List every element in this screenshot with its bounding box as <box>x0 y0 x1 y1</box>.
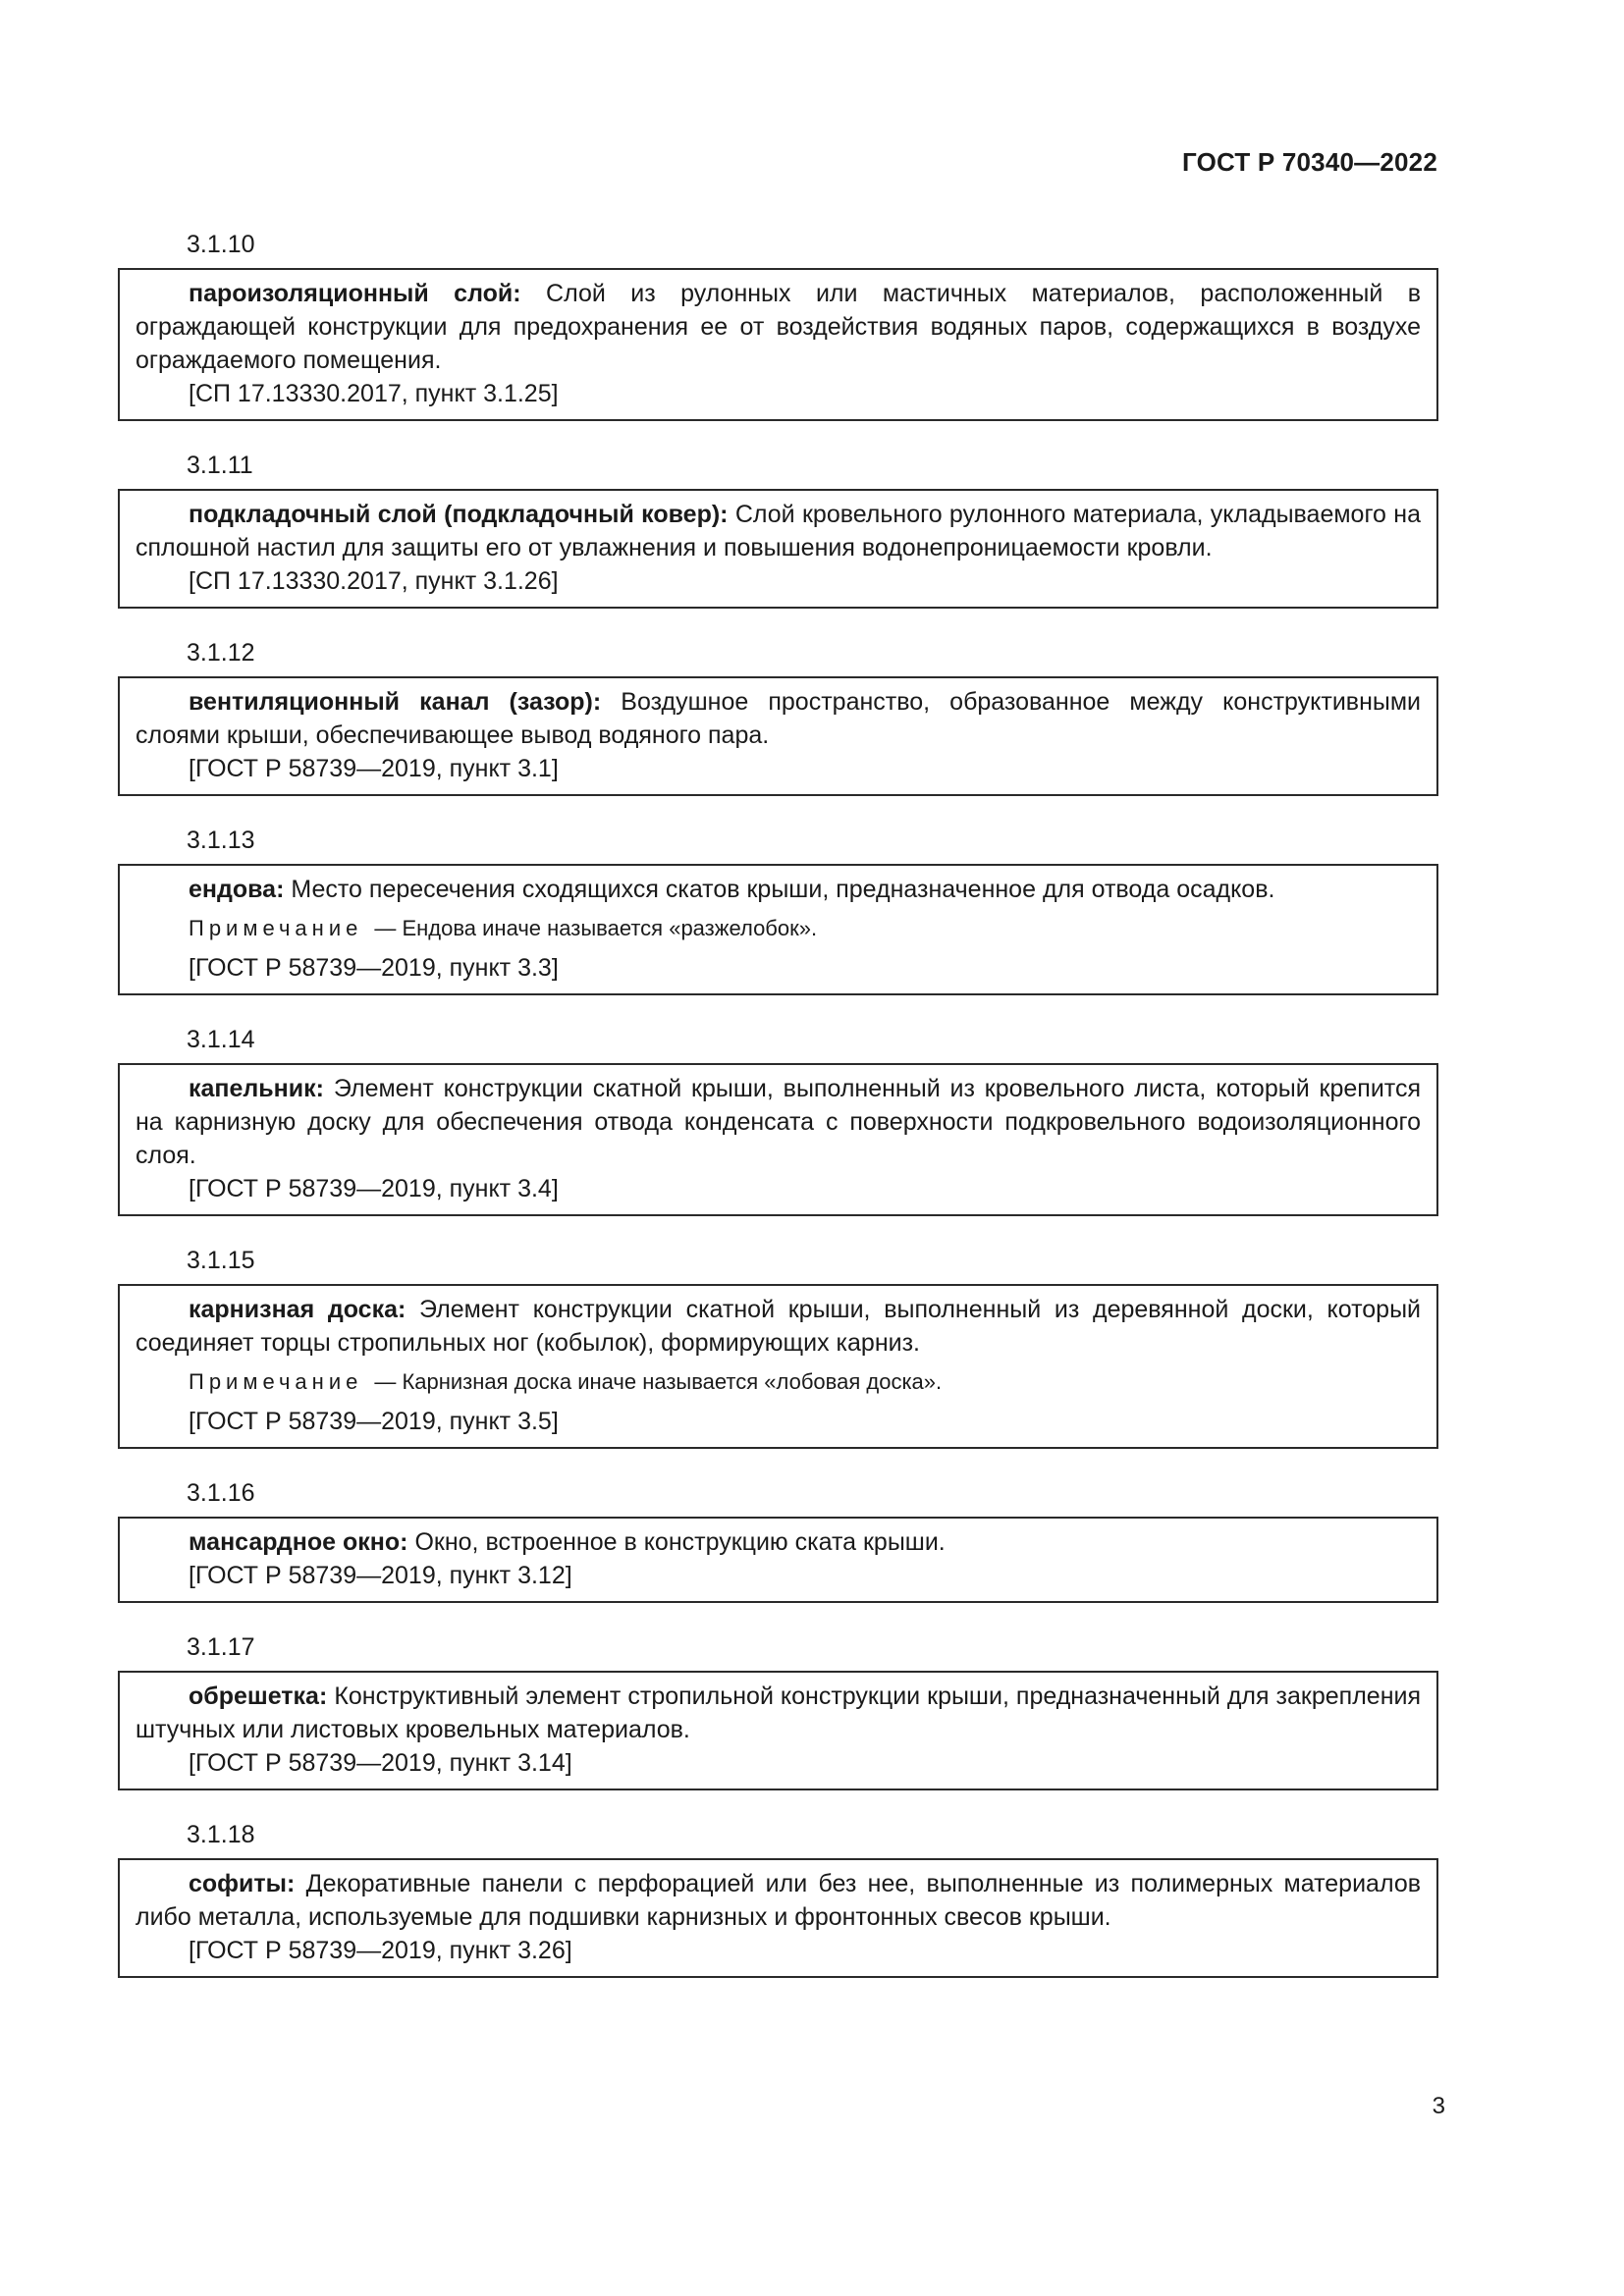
definition-box <box>118 1517 1438 1603</box>
definition-paragraph <box>135 685 1421 752</box>
definition-box <box>118 864 1438 995</box>
term-entry <box>118 1818 1438 1978</box>
definition-paragraph <box>135 1680 1421 1746</box>
definition-text: Декоративные панели с перфорацией или без нее, выполненные из полимерных материалов либо металла, используемые для подшивки карнизных и фронтонных свесов крыши. <box>135 1870 1422 1931</box>
entry-number: 3.1.10 <box>187 231 255 258</box>
note <box>135 912 1421 945</box>
term: карнизная доска: <box>189 1296 406 1323</box>
entry-number: 3.1.13 <box>187 827 255 854</box>
definition-paragraph <box>135 277 1421 377</box>
definition-text: Конструктивный элемент стропильной конструкции крыши, предназначенный для закрепления штучных или листовых кровельных материалов. <box>135 1682 1421 1743</box>
note-text: — Карнизная доска иначе называется «лобовая доска». <box>374 1369 943 1394</box>
term-entry <box>118 824 1438 995</box>
definition-box <box>118 1858 1438 1978</box>
definition-box <box>118 1671 1438 1790</box>
definition-paragraph <box>135 1293 1421 1360</box>
source-reference: [ГОСТ Р 58739—2019, пункт 3.12] <box>189 1562 572 1589</box>
definition-text: Слой кровельного рулонного материала, укладываемого на сплошной настил для защиты его от увлажнения и повышения водонепроницаемости кровли. <box>135 501 1421 561</box>
definition-paragraph <box>135 1525 1421 1559</box>
source-reference: [СП 17.13330.2017, пункт 3.1.25] <box>189 380 559 407</box>
note-text: — Ендова иначе называется «разжелобок». <box>374 916 818 940</box>
term: пароизоляционный слой: <box>189 280 521 307</box>
term: ендова: <box>189 876 285 903</box>
definition-text: Элемент конструкции скатной крыши, выполненный из деревянной доски, который соединяет торцы стропильных ног (кобылок), формирующих карниз. <box>135 1296 1422 1357</box>
note-label: Примечание <box>189 1369 363 1394</box>
definition-paragraph <box>135 873 1421 906</box>
definition-text: Элемент конструкции скатной крыши, выполненный из кровельного листа, который крепится на карнизную доску для обеспечения отвода конденсата с поверхности подкровельного водоизоляционного слоя. <box>135 1075 1421 1169</box>
term-entry <box>118 1244 1438 1449</box>
source-reference: [ГОСТ Р 58739—2019, пункт 3.26] <box>189 1937 572 1964</box>
term-entry <box>118 1023 1438 1216</box>
terms-list <box>118 228 1438 2005</box>
definition-box <box>118 268 1438 421</box>
term: мансардное окно: <box>189 1528 408 1556</box>
page-number: 3 <box>1432 2093 1445 2119</box>
entry-number: 3.1.11 <box>187 452 253 479</box>
definition-text: Окно, встроенное в конструкцию ската крыши. <box>414 1528 946 1556</box>
entry-number: 3.1.14 <box>187 1026 255 1053</box>
document-header: ГОСТ Р 70340—2022 <box>1182 147 1437 177</box>
note <box>135 1365 1421 1399</box>
term: вентиляционный канал (зазор): <box>189 688 602 716</box>
definition-paragraph <box>135 1867 1421 1934</box>
term-entry <box>118 636 1438 796</box>
term-entry <box>118 449 1438 609</box>
definition-text: Место пересечения сходящихся скатов крыши, предназначенное для отвода осадков. <box>291 876 1275 903</box>
entry-number: 3.1.17 <box>187 1633 255 1661</box>
term: обрешетка: <box>189 1682 328 1710</box>
entry-number: 3.1.15 <box>187 1247 255 1274</box>
source-reference: [ГОСТ Р 58739—2019, пункт 3.14] <box>189 1749 572 1777</box>
entry-number: 3.1.18 <box>187 1821 255 1848</box>
source-reference: [ГОСТ Р 58739—2019, пункт 3.1] <box>189 755 559 782</box>
term: софиты: <box>189 1870 296 1897</box>
term-entry <box>118 1476 1438 1603</box>
source-reference: [ГОСТ Р 58739—2019, пункт 3.5] <box>189 1408 559 1435</box>
source-reference: [ГОСТ Р 58739—2019, пункт 3.3] <box>189 954 559 982</box>
definition-box <box>118 489 1438 609</box>
definition-box <box>118 1284 1438 1449</box>
definition-box <box>118 676 1438 796</box>
entry-number: 3.1.16 <box>187 1479 255 1507</box>
term: подкладочный слой (подкладочный ковер): <box>189 501 729 528</box>
source-reference: [СП 17.13330.2017, пункт 3.1.26] <box>189 567 559 595</box>
definition-text: Воздушное пространство, образованное между конструктивными слоями крыши, обеспечивающее вывод водяного пара. <box>135 688 1421 749</box>
term-entry <box>118 228 1438 421</box>
definition-paragraph <box>135 1072 1421 1172</box>
term-entry <box>118 1630 1438 1790</box>
definition-text: Слой из рулонных или мастичных материалов, расположенный в ограждающей конструкции для предохранения ее от воздействия водяных паров, содержащихся в воздухе ограждаемого помещения. <box>135 280 1421 374</box>
definition-paragraph <box>135 498 1421 564</box>
entry-number: 3.1.12 <box>187 639 255 667</box>
source-reference: [ГОСТ Р 58739—2019, пункт 3.4] <box>189 1175 559 1202</box>
term: капельник: <box>189 1075 324 1102</box>
definition-box <box>118 1063 1438 1216</box>
note-label: Примечание <box>189 916 363 940</box>
